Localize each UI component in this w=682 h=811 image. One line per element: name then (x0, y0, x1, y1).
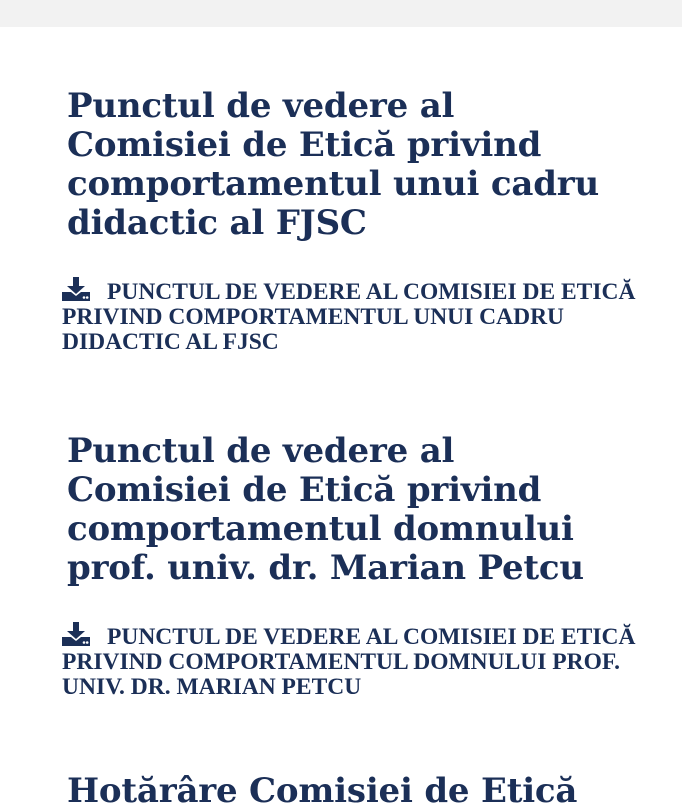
content-area (0, 27, 682, 811)
download-link[interactable] (62, 622, 652, 700)
article-title[interactable]: Punctul de vedere al Comisiei de Etică privind comportamentul unui cadru didactic al FJSC (67, 86, 600, 243)
download-link-label: PUNCTUL DE VEDERE AL COMISIEI DE ETICĂ PRIVIND COMPORTAMENTUL UNUI CADRU DIDACTIC AL FJSC (62, 279, 636, 355)
article-title[interactable]: Punctul de vedere al Comisiei de Etică privind comportamentul domnului prof. univ. dr. Marian Petcu (67, 431, 584, 588)
top-strip (0, 0, 682, 27)
download-link[interactable] (62, 277, 652, 355)
download-icon (62, 277, 90, 301)
download-link-label: PUNCTUL DE VEDERE AL COMISIEI DE ETICĂ PRIVIND COMPORTAMENTUL DOMNULUI PROF. UNIV. DR. MARIAN PETCU (62, 624, 636, 700)
article-title[interactable]: Hotărâre Comisiei de Etică (67, 771, 578, 811)
download-icon (62, 622, 90, 646)
